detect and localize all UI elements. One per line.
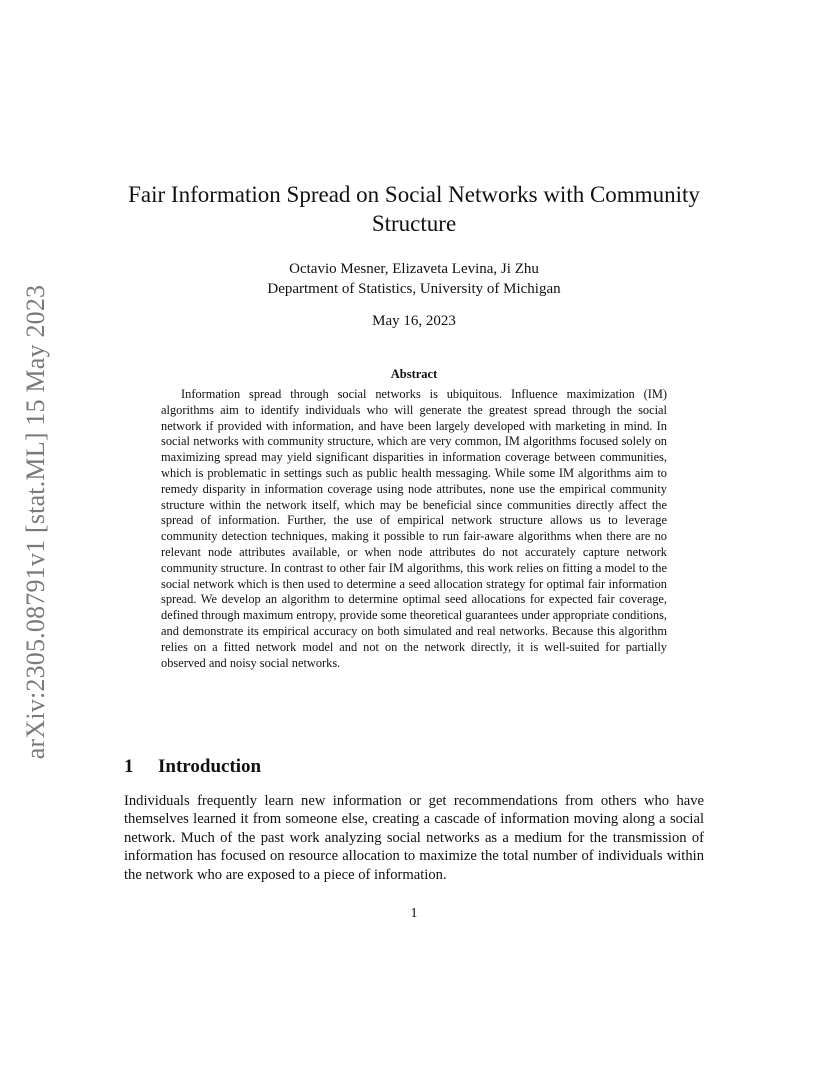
author-names: Octavio Mesner, Elizaveta Levina, Ji Zhu xyxy=(289,261,539,277)
page-number: 1 xyxy=(410,906,418,921)
paper-date: May 16, 2023 xyxy=(372,313,456,329)
section-heading xyxy=(124,755,261,779)
author-block xyxy=(124,259,704,299)
abstract-text: Information spread through social networks is ubiquitous. Influence maximization (IM) algorithms aim to identify individuals who will generate the greatest spread through the social network if provided with information, and have been largely developed with marketing in mind. In social networks with community structure, which are very common, IM algorithms focused solely on maximizing spread may yield significant disparities in information coverage between communities, which is problematic in settings such as public health messaging. While some IM algorithms aim to remedy disparity in information coverage using node attributes, none use the empirical community structure within the network itself, which may be beneficial since communities directly affect the spread of information. Further, the use of empirical network structure allows us to leverage community detection techniques, making it possible to run fair-aware algorithms when there are no relevant node attributes available, or when node attributes do not accurately capture network community structure. In contrast to other fair IM algorithms, this work relies on fitting a model to the social network which is then used to determine a seed allocation strategy for optimal fair information spread. We develop an algorithm to determine optimal seed allocations for expected fair coverage, defined through maximum entropy, provide some theoretical guarantees under appropriate conditions, and demonstrate its empirical accuracy on both simulated and real networks. Because this algorithm relies on a fitted network model and not on the network directly, it is well-suited for partially observed and noisy social networks. xyxy=(161,387,667,670)
introduction-paragraph: Individuals frequently learn new information or get recommendations from others who have themselves learned it from someone else, creating a cascade of information moving along a social network. Much of the past work analyzing social networks as a medium for the transmission of information has focused on resource allocation to maximize the total number of individuals within the network who are exposed to a piece of information. xyxy=(124,793,704,883)
section-number: 1 xyxy=(124,756,134,777)
arxiv-identifier-stamp: arXiv:2305.08791v1 [stat.ML] 15 May 2023 xyxy=(21,284,50,760)
section-title: Introduction xyxy=(158,756,262,777)
paper-title: Fair Information Spread on Social Networks with Community Structure xyxy=(128,182,700,236)
abstract-heading: Abstract xyxy=(390,367,438,381)
author-affiliation: Department of Statistics, University of Michigan xyxy=(267,281,561,297)
